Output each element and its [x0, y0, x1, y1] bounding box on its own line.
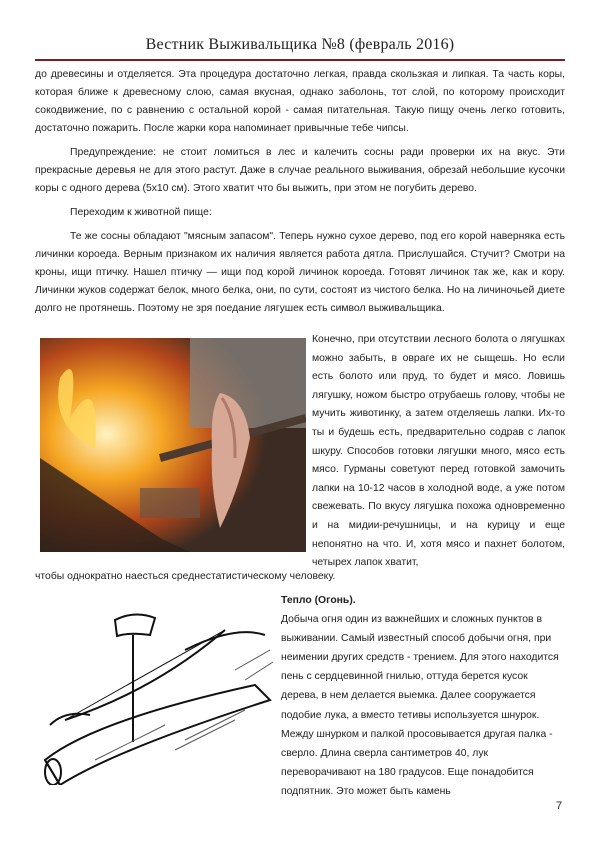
paragraph-larvae: Те же сосны обладают "мясным запасом". Теперь нужно сухое дерево, под его корой наверняка есть личинки короеда. Верным признаком их наличия является работа дятла. Прислушайся. Стучит? Смотри на кроны, ищи птичку. Нашел птичку — ищи под корой личинок короеда. Готовят личинок так же, как и кору. Личинки жуков содержат белок, много белка, они, по сути, состоят из чистого белка. Но на личиночьей диете долго не протянешь. Поэтому не зря поедание лягушек есть символ выживальщика. [35, 231, 565, 314]
paragraph-fire: Добыча огня один из важнейших и сложных пунктов в выживании. Самый известный способ добычи огня, при неимении других средств - трением. Для этого находится пень с сердцевинной гнилью, оттуда берется кусок дерева, в нем делается выемка. Далее сооружается подобие лука, а вместо тетивы используется шнурок. Между шнурком и палкой просовывается другая палка - сверло. Длина сверла сантиметров 40, лук переворачивают на 180 градусов. Еще понадобится подпятник. Это может быть камень [281, 614, 559, 797]
bow-drill-illustration [35, 590, 275, 785]
page-header: Вестник Выживальщика №8 (февраль 2016) [145, 36, 455, 53]
paragraph-bark: до древесины и отделяется. Эта процедура достаточно легкая, правда скользкая и липкая. Та часть коры, которая ближе к древесному слою, самая вкусная, однако заболонь, тот слой, по которому происходит сокодвижение, по с равнению с остальной корой - самая питательная. Такую пищу очень легко готовить, достаточно пожарить. После жарки кора напоминает привычные тебе чипсы. [35, 69, 565, 134]
fire-heading: Тепло (Огонь). [281, 595, 356, 606]
paragraph-warning: Предупреждение: не стоит ломиться в лес и калечить сосны ради проверки их на вкус. Эти прекрасные деревья не для этого растут. Даже в случае реального выживания, обрезай небольшие кусочки коры с одного дерева (5х10 см). Этого хватит что бы выжить, при этом не погубить дерево. [35, 147, 565, 194]
header-rule [35, 59, 565, 61]
frog-roasting-photo [40, 338, 306, 552]
paragraph-frogs: Конечно, при отсутствии лесного болота о лягушках можно забыть, в овраге их не сыщешь. Но если есть болото или пруд, то будет и мясо. Ловишь лягушку, ножом быстро отрубаешь голову, чтобы не мучить животинку, а затем отделяешь лапки. Их-то ты и будешь есть, предварительно содрав с лапок шкуру. Способов готовки лягушки много, мясо есть мясо. Гурманы советуют перед готовкой замочить лапки на 10-12 часов в холодной воде, а уже потом свежевать. По вкусу лягушка похожа одновременно и на мидии-речушницы, и на курицу и еще непонятно на что. И, хотя мясо и пахнет болотом, четырех лапок хватит, [312, 334, 565, 569]
paragraph-frogs-tail: чтобы однократно наесться среднестатистическому человеку. [35, 571, 336, 582]
text-block-top [35, 66, 565, 324]
paragraph-animal-food: Переходим к животной пище: [70, 207, 212, 218]
page-number: 7 [556, 800, 563, 812]
fire-section [281, 591, 565, 801]
